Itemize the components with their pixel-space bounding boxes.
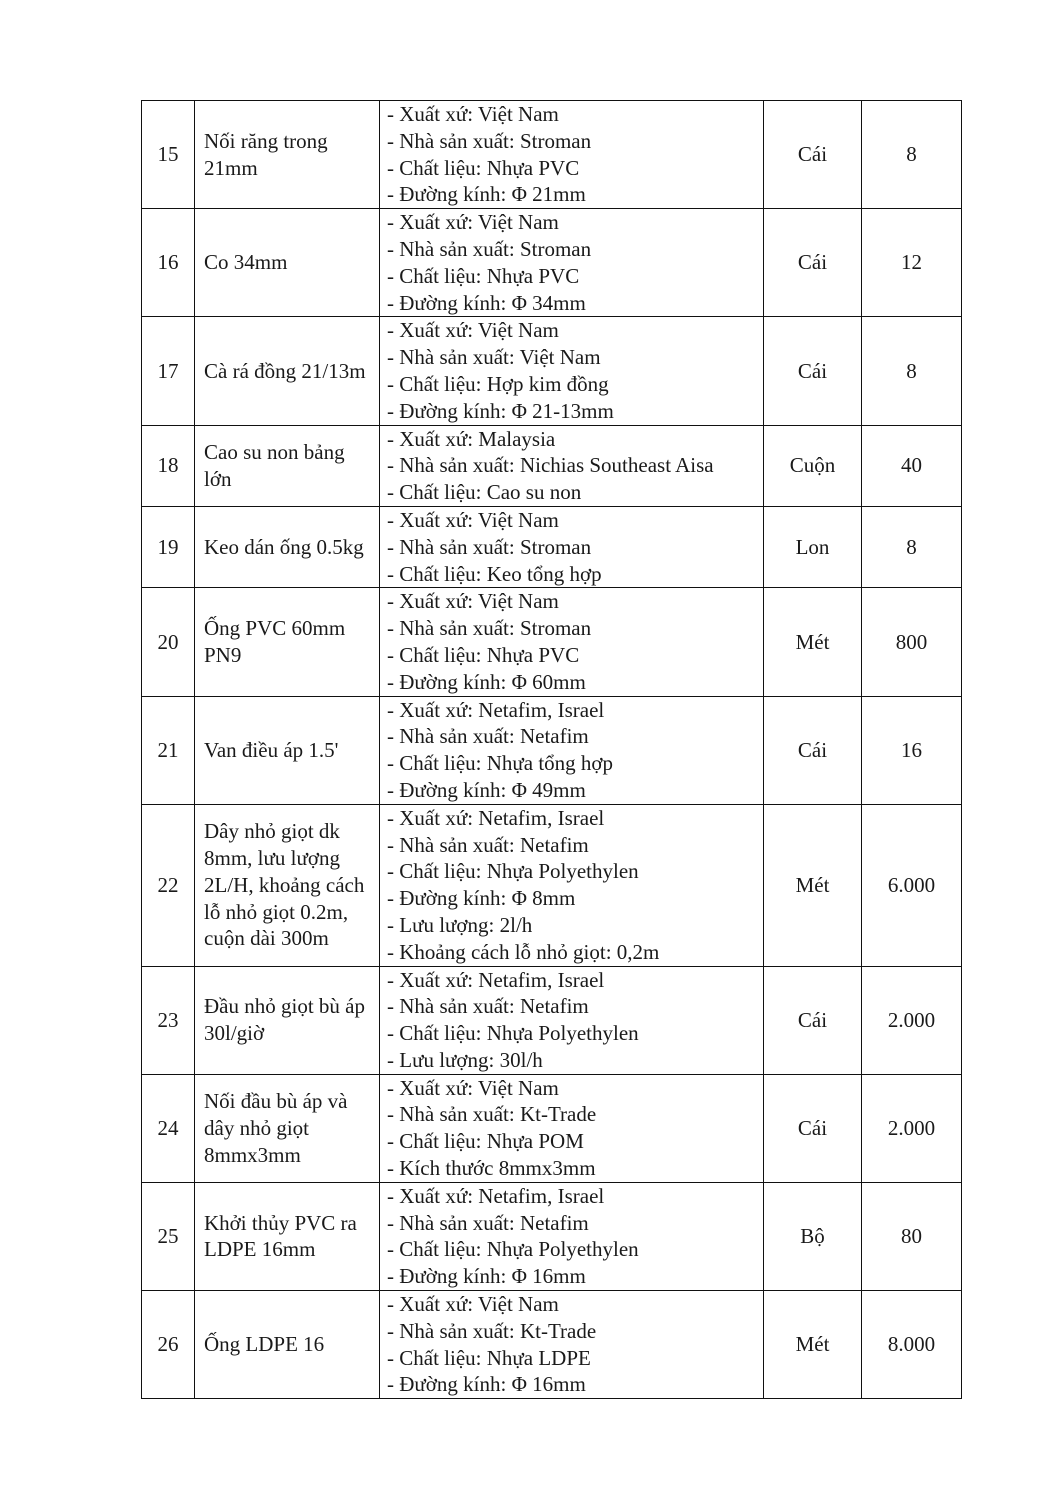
item-quantity: 8 (862, 101, 962, 209)
spec-line: - Đường kính: Φ 21mm (387, 182, 586, 207)
item-specifications (380, 966, 764, 1074)
item-unit: Cái (764, 1074, 862, 1182)
spec-line: - Nhà sản xuất: Stroman (387, 616, 592, 641)
item-quantity: 6.000 (862, 804, 962, 966)
table-row (142, 425, 962, 506)
spec-line: - Nhà sản xuất: Netafim (387, 724, 589, 749)
item-name: Đầu nhỏ giọt bù áp 30l/giờ (195, 966, 380, 1074)
spec-line: - Chất liệu: Nhựa POM (387, 1129, 584, 1154)
spec-line: - Chất liệu: Nhựa PVC (387, 263, 580, 288)
spec-line: - Đường kính: Φ 8mm (387, 886, 576, 911)
table-row (142, 588, 962, 696)
item-quantity: 2.000 (862, 1074, 962, 1182)
item-unit: Mét (764, 1291, 862, 1399)
spec-line: - Nhà sản xuất: Netafim (387, 994, 589, 1019)
table-row (142, 101, 962, 209)
spec-line: - Xuất xứ: Netafim, Israel (387, 805, 605, 830)
spec-line: - Đường kính: Φ 49mm (387, 777, 586, 802)
row-number: 19 (142, 506, 195, 587)
item-quantity: 12 (862, 209, 962, 317)
item-quantity: 8.000 (862, 1291, 962, 1399)
spec-line: - Chất liệu: Nhựa PVC (387, 642, 580, 667)
row-number: 20 (142, 588, 195, 696)
spec-line: - Xuất xứ: Việt Nam (387, 210, 559, 235)
item-quantity: 800 (862, 588, 962, 696)
item-name: Cà rá đồng 21/13m (195, 317, 380, 425)
spec-line: - Nhà sản xuất: Stroman (387, 236, 592, 261)
spec-line: - Đường kính: Φ 21-13mm (387, 398, 614, 423)
item-name: Co 34mm (195, 209, 380, 317)
spec-line: - Xuất xứ: Netafim, Israel (387, 697, 605, 722)
spec-line: - Xuất xứ: Việt Nam (387, 507, 559, 532)
table-row (142, 506, 962, 587)
spec-line: - Xuất xứ: Việt Nam (387, 589, 559, 614)
row-number: 15 (142, 101, 195, 209)
item-specifications (380, 1291, 764, 1399)
spec-line: - Chất liệu: Nhựa Polyethylen (387, 1021, 639, 1046)
spec-line: - Xuất xứ: Việt Nam (387, 318, 559, 343)
spec-line: - Xuất xứ: Việt Nam (387, 102, 559, 126)
item-name: Keo dán ống 0.5kg (195, 506, 380, 587)
table-row (142, 1291, 962, 1399)
spec-line: - Đường kính: Φ 34mm (387, 290, 586, 315)
spec-line: - Chất liệu: Keo tổng hợp (387, 561, 602, 586)
row-number: 26 (142, 1291, 195, 1399)
row-number: 17 (142, 317, 195, 425)
row-number: 24 (142, 1074, 195, 1182)
spec-line: - Nhà sản xuất: Kt-Trade (387, 1318, 597, 1343)
spec-line: - Chất liệu: Nhựa Polyethylen (387, 1237, 639, 1262)
spec-line: - Đường kính: Φ 16mm (387, 1264, 586, 1289)
spec-line: - Xuất xứ: Việt Nam (387, 1292, 559, 1317)
item-specifications (380, 804, 764, 966)
item-quantity: 16 (862, 696, 962, 804)
table-row (142, 966, 962, 1074)
item-name: Ống LDPE 16 (195, 1291, 380, 1399)
spec-line: - Chất liệu: Nhựa Polyethylen (387, 859, 639, 884)
spec-line: - Nhà sản xuất: Netafim (387, 832, 589, 857)
item-quantity: 8 (862, 506, 962, 587)
spec-line: - Nhà sản xuất: Việt Nam (387, 345, 601, 370)
table-row (142, 209, 962, 317)
item-name: Dây nhỏ giọt dk 8mm, lưu lượng 2L/H, khoảng cách lỗ nhỏ giọt 0.2m, cuộn dài 300m (195, 804, 380, 966)
item-unit: Lon (764, 506, 862, 587)
table-row (142, 317, 962, 425)
item-specifications (380, 1182, 764, 1290)
table-row (142, 1074, 962, 1182)
item-name: Nối đầu bù áp và dây nhỏ giọt 8mmx3mm (195, 1074, 380, 1182)
spec-line: - Nhà sản xuất: Stroman (387, 534, 592, 559)
spec-line: - Chất liệu: Hợp kim đồng (387, 371, 609, 396)
row-number: 21 (142, 696, 195, 804)
item-specifications (380, 696, 764, 804)
spec-line: - Nhà sản xuất: Netafim (387, 1210, 589, 1235)
item-quantity: 40 (862, 425, 962, 506)
spec-line: - Xuất xứ: Việt Nam (387, 1075, 559, 1100)
spec-line: - Lưu lượng: 2l/h (387, 912, 533, 937)
spec-line: - Nhà sản xuất: Stroman (387, 128, 592, 153)
spec-line: - Chất liệu: Nhựa PVC (387, 155, 580, 180)
item-unit: Cái (764, 696, 862, 804)
row-number: 22 (142, 804, 195, 966)
item-specifications (380, 209, 764, 317)
row-number: 23 (142, 966, 195, 1074)
spec-line: - Kích thước 8mmx3mm (387, 1156, 596, 1181)
item-unit: Cái (764, 317, 862, 425)
spec-line: - Xuất xứ: Netafim, Israel (387, 967, 605, 992)
item-name: Nối răng trong 21mm (195, 101, 380, 209)
spec-line: - Chất liệu: Nhựa tổng hợp (387, 751, 614, 776)
spec-line: - Xuất xứ: Netafim, Israel (387, 1183, 605, 1208)
row-number: 18 (142, 425, 195, 506)
item-name: Cao su non bảng lớn (195, 425, 380, 506)
item-name: Ống PVC 60mm PN9 (195, 588, 380, 696)
item-specifications (380, 425, 764, 506)
item-unit: Bộ (764, 1182, 862, 1290)
item-unit: Cái (764, 966, 862, 1074)
item-specifications (380, 506, 764, 587)
spec-line: - Nhà sản xuất: Kt-Trade (387, 1102, 597, 1127)
spec-line: - Đường kính: Φ 16mm (387, 1372, 586, 1397)
item-name: Khởi thủy PVC ra LDPE 16mm (195, 1182, 380, 1290)
item-unit: Mét (764, 588, 862, 696)
item-specifications (380, 588, 764, 696)
item-unit: Cái (764, 209, 862, 317)
item-unit: Cái (764, 101, 862, 209)
item-specifications (380, 1074, 764, 1182)
table-body (142, 101, 962, 1399)
spec-line: - Đường kính: Φ 60mm (387, 669, 586, 694)
item-name: Van điều áp 1.5' (195, 696, 380, 804)
item-unit: Cuộn (764, 425, 862, 506)
row-number: 16 (142, 209, 195, 317)
item-quantity: 80 (862, 1182, 962, 1290)
equipment-spec-table (141, 100, 962, 1399)
table-row (142, 1182, 962, 1290)
item-quantity: 2.000 (862, 966, 962, 1074)
spec-line: - Nhà sản xuất: Nichias Southeast Aisa (387, 453, 714, 478)
spec-line: - Khoảng cách lỗ nhỏ giọt: 0,2m (387, 939, 660, 964)
table-row (142, 804, 962, 966)
item-specifications (380, 317, 764, 425)
spec-line: - Xuất xứ: Malaysia (387, 426, 556, 451)
spec-line: - Lưu lượng: 30l/h (387, 1047, 543, 1072)
row-number: 25 (142, 1182, 195, 1290)
spec-line: - Chất liệu: Nhựa LDPE (387, 1345, 591, 1370)
spec-line: - Chất liệu: Cao su non (387, 480, 582, 505)
table-row (142, 696, 962, 804)
item-specifications (380, 101, 764, 209)
item-quantity: 8 (862, 317, 962, 425)
item-unit: Mét (764, 804, 862, 966)
